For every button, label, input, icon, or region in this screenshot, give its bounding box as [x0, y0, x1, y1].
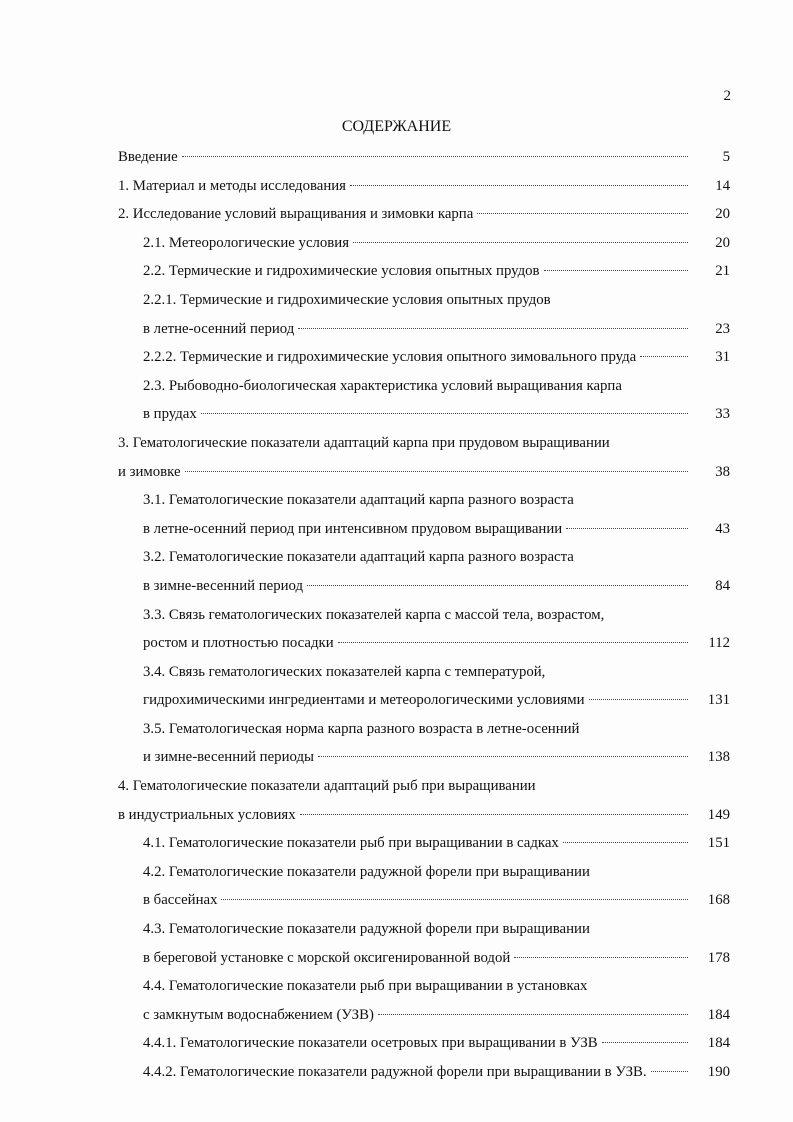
- toc-page-number: 33: [715, 406, 730, 423]
- toc-entry-text: 4.1. Гематологические показатели рыб при выращивании в садках: [143, 835, 559, 852]
- toc-page-number: 20: [715, 234, 730, 251]
- toc-entry-text: ростом и плотностью посадки: [143, 635, 334, 652]
- toc-entry-line1: 3.1. Гематологические показатели адаптаций карпа разного возраста: [143, 492, 574, 509]
- toc-page-number: 190: [707, 1064, 730, 1080]
- dot-leader: [640, 356, 688, 357]
- dot-leader: [353, 242, 688, 243]
- dot-leader: [544, 270, 688, 271]
- dot-leader: [514, 957, 688, 958]
- table-of-contents: [118, 143, 730, 1087]
- toc-entry: [118, 1001, 730, 1030]
- toc-entry: [118, 229, 730, 258]
- toc-entry: [118, 257, 730, 286]
- dot-leader: [651, 1071, 688, 1072]
- toc-entry-line1: 4.2. Гематологические показатели радужной форели при выращивании: [143, 863, 590, 880]
- dot-leader: [185, 471, 688, 472]
- dot-leader: [201, 413, 688, 414]
- toc-page-number: 31: [715, 349, 730, 366]
- toc-page-number: 14: [715, 177, 730, 194]
- toc-page-number: 131: [707, 692, 730, 709]
- toc-entry-line1: 3.4. Связь гематологических показателей карпа с температурой,: [143, 663, 546, 680]
- toc-entry-line1: 3.5. Гематологическая норма карпа разного возраста в летне-осенний: [143, 720, 580, 737]
- toc-title: СОДЕРЖАНИЕ: [341, 118, 452, 135]
- dot-leader: [563, 842, 688, 843]
- toc-page-number: 138: [707, 749, 730, 766]
- toc-entry: [118, 743, 730, 772]
- toc-entry: [118, 1058, 730, 1087]
- dot-leader: [182, 156, 688, 157]
- toc-entry-line1: 2.2.1. Термические и гидрохимические условия опытных прудов: [143, 291, 551, 308]
- toc-entry-line1: 3. Гематологические показатели адаптаций карпа при прудовом выращивании: [118, 434, 610, 451]
- toc-entry: [118, 172, 730, 201]
- toc-entry: [118, 1029, 730, 1058]
- toc-entry-text: в летне-осенний период: [143, 320, 295, 337]
- toc-entry: [118, 515, 730, 544]
- dot-leader: [378, 1014, 688, 1015]
- toc-page-number: 23: [715, 320, 730, 337]
- toc-page-number: 168: [707, 892, 730, 909]
- toc-page-number: 178: [707, 949, 730, 966]
- toc-page-number: 43: [715, 520, 730, 537]
- dot-leader: [298, 328, 688, 329]
- toc-entry: [118, 801, 730, 830]
- toc-entry: [118, 400, 730, 429]
- toc-entry-text: и зимовке: [118, 463, 181, 480]
- toc-entry-text: в береговой установке с морской оксигенированной водой: [143, 949, 511, 966]
- toc-page-number: 84: [715, 577, 730, 594]
- toc-entry-text: 2.2. Термические и гидрохимические условия опытных прудов: [143, 263, 540, 280]
- toc-page-number: 21: [715, 263, 730, 280]
- toc-entry: [118, 200, 730, 229]
- dot-leader: [350, 185, 688, 186]
- toc-entry-text: 4.4.2. Гематологические показатели радужной форели при выращивании в УЗВ.: [143, 1064, 647, 1080]
- toc-entry-line1: 3.2. Гематологические показатели адаптаций карпа разного возраста: [143, 549, 574, 566]
- toc-entry: [118, 886, 730, 915]
- toc-page-number: 184: [707, 1035, 730, 1052]
- toc-entry-line1: 2.3. Рыбоводно-биологическая характеристика условий выращивания карпа: [143, 377, 622, 394]
- toc-entry-text: в зимне-весенний период: [143, 577, 304, 594]
- toc-entry-text: 2.2.2. Термические и гидрохимические условия опытного зимовального пруда: [143, 349, 637, 366]
- dot-leader: [307, 585, 688, 586]
- toc-page-number: 112: [708, 635, 730, 652]
- dot-leader: [477, 213, 688, 214]
- toc-entry-text: 1. Материал и методы исследования: [118, 177, 346, 194]
- toc-page-number: 38: [715, 463, 730, 480]
- dot-leader: [300, 814, 688, 815]
- toc-entry-text: в индустриальных условиях: [118, 806, 296, 823]
- page-number: 2: [723, 88, 731, 104]
- toc-entry-text: в бассейнах: [143, 892, 218, 909]
- toc-entry-line1: 3.3. Связь гематологических показателей карпа с массой тела, возрастом,: [143, 606, 605, 623]
- toc-entry: [118, 829, 730, 858]
- dot-leader: [318, 756, 688, 757]
- toc-entry-text: 2. Исследование условий выращивания и зимовки карпа: [118, 206, 474, 223]
- toc-entry: [118, 458, 730, 487]
- toc-page-number: 151: [707, 835, 730, 852]
- toc-entry-text: Введение: [118, 149, 178, 165]
- toc-entry-text: в летне-осенний период при интенсивном прудовом выращивании: [143, 520, 563, 537]
- toc-entry: [118, 629, 730, 658]
- toc-page-number: 184: [707, 1006, 730, 1023]
- dot-leader: [566, 528, 688, 529]
- toc-entry-line1: 4.3. Гематологические показатели радужной форели при выращивании: [143, 921, 590, 938]
- toc-entry-text: с замкнутым водоснабжением (УЗВ): [143, 1006, 374, 1023]
- dot-leader: [221, 899, 688, 900]
- toc-entry-text: и зимне-весенний периоды: [143, 749, 314, 766]
- toc-entry-line1: 4.4. Гематологические показатели рыб при выращивании в установках: [143, 978, 588, 995]
- toc-entry: [118, 143, 730, 172]
- toc-entry: [118, 686, 730, 715]
- toc-entry: [118, 572, 730, 601]
- dot-leader: [602, 1042, 688, 1043]
- toc-page-number: 149: [707, 806, 730, 823]
- toc-entry-line1: 4. Гематологические показатели адаптаций рыб при выращивании: [118, 778, 536, 795]
- dot-leader: [589, 699, 688, 700]
- toc-entry-text: 4.4.1. Гематологические показатели осетровых при выращивании в УЗВ: [143, 1035, 598, 1052]
- toc-page-number: 20: [715, 206, 730, 223]
- dot-leader: [338, 642, 688, 643]
- toc-page-number: 5: [722, 149, 730, 165]
- toc-entry-text: гидрохимическими ингредиентами и метеорологическими условиями: [143, 692, 585, 709]
- toc-entry-text: в прудах: [143, 406, 197, 423]
- toc-entry: [118, 944, 730, 973]
- toc-entry-text: 2.1. Метеорологические условия: [143, 234, 350, 251]
- toc-entry: [118, 343, 730, 372]
- toc-entry: [118, 315, 730, 344]
